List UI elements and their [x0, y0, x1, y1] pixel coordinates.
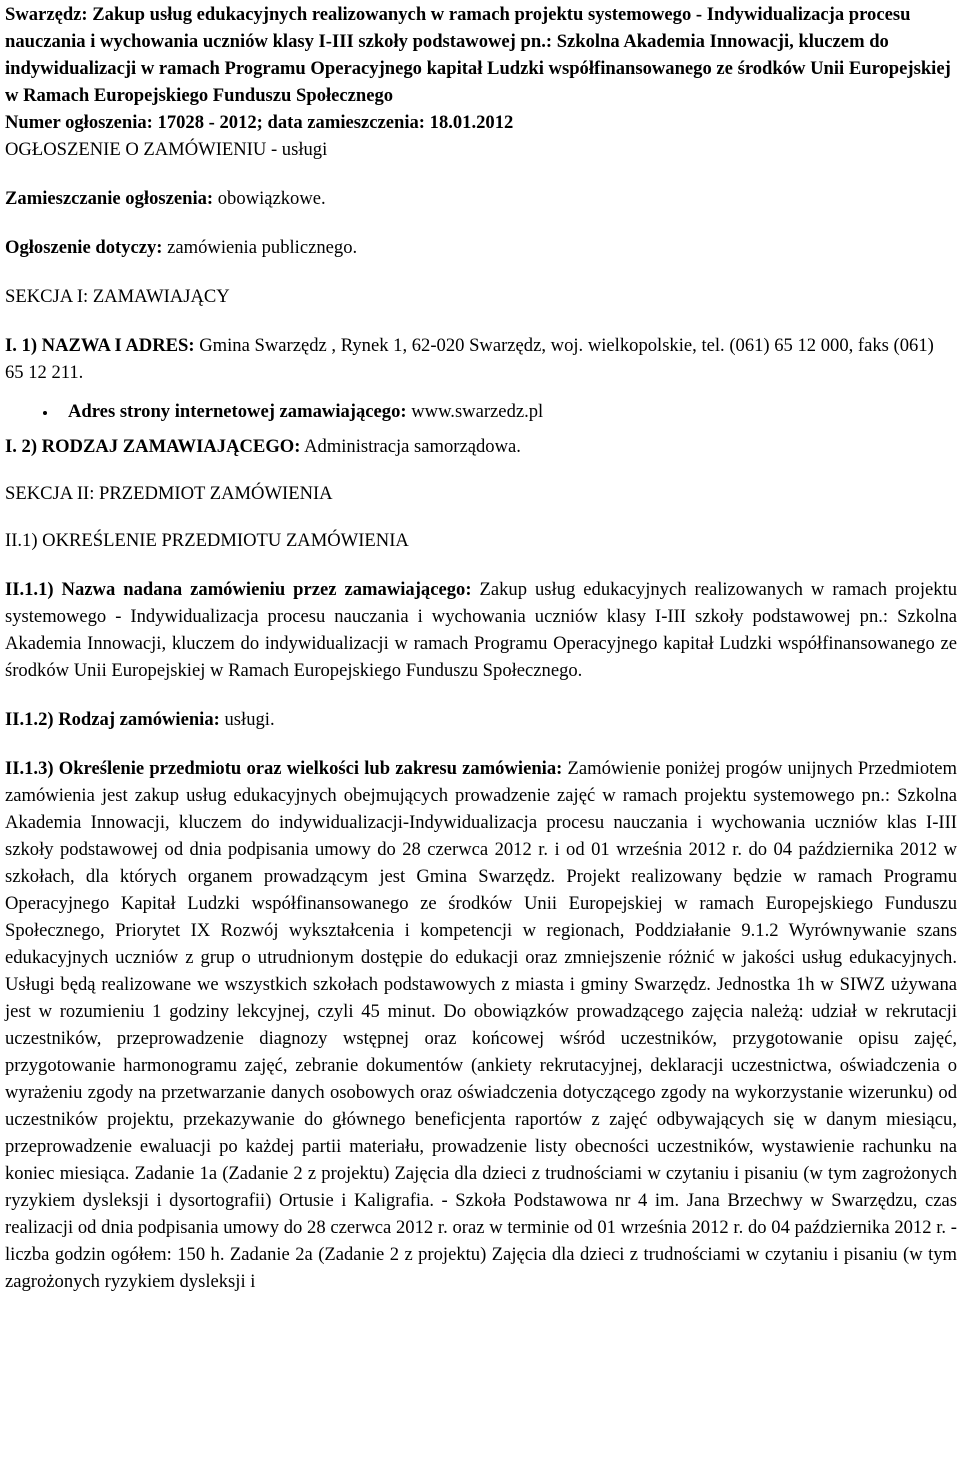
item-type-line — [5, 706, 957, 733]
notice-title: Swarzędz: Zakup usług edukacyjnych realizowanych w ramach projektu systemowego - Indywidualizacja procesu nauczania i wychowania uczniów klasy I-III szkoły podstawowej pn.: Szkolna Akademia Innowacji, kluczem do indywidualizacji w ramach Programu Operacyjnego kapitał Ludzki współfinansowanego ze środków Unii Europejskiej w Ramach Europejskiego Funduszu Społecznego — [5, 4, 951, 106]
website-label: Adres strony internetowej zamawiającego: — [68, 401, 407, 422]
name-address-value: Gmina Swarzędz , Rynek 1, 62-020 Swarzędz, woj. wielkopolskie, tel. (061) 65 12 000, faks (061) 65 12 211. — [5, 335, 934, 383]
section2-heading: SEKCJA II: PRZEDMIOT ZAMÓWIENIA — [5, 483, 333, 504]
item-name-line — [5, 576, 957, 684]
contracting-type-value: Administracja samorządowa. — [300, 436, 521, 457]
item-type-value: usługi. — [219, 709, 275, 730]
website-value[interactable]: www.swarzedz.pl — [406, 401, 544, 422]
item-type-label: II.1.2) Rodzaj zamówienia: — [5, 709, 220, 730]
publication-label: Zamieszczanie ogłoszenia: — [5, 188, 214, 209]
name-address-line — [5, 332, 957, 386]
publication-value: obowiązkowe. — [213, 188, 326, 209]
website-item — [5, 398, 957, 425]
notice-type: OGŁOSZENIE O ZAMÓWIENIU - usługi — [5, 139, 328, 160]
notice-number-line: Numer ogłoszenia: 17028 - 2012; data zamieszczenia: 18.01.2012 — [5, 112, 514, 133]
publication-line — [5, 185, 957, 212]
item-scope-value: Zamówienie poniżej progów unijnych Przedmiotem zamówienia jest zakup usług edukacyjnych obejmujących prowadzenie zajęć w ramach projektu systemowego pn.: Szkolna Akademia Innowacji, kluczem do indywidualizacji-Indywidualizacja procesu nauczania i wychowania uczniów klas I-III szkoły podstawowej od dnia podpisania umowy do 28 czerwca 2012 r. i od 01 września 2012 r. do 04 października 2012 w szkołach, dla których organem prowadzącym jest Gmina Swarzędz. Projekt realizowany będzie w ramach Programu Operacyjnego Kapitał Ludzki współfinansowanego ze środków Unii Europejskiej w ramach Europejskiego Funduszu Społecznego, Priorytet IX Rozwój wykształcenia i kompetencji w regionach, Poddziałanie 9.1.2 Wyrównywanie szans edukacyjnych uczniów z grup o utrudnionym dostępie do edukacji oraz zmniejszenie różnić w jakości usług edukacyjnych. Usługi będą realizowane we wszystkich szkołach podstawowych z miasta i gminy Swarzędz. Jednostka 1h w SIWZ używana jest w rozumieniu 1 godziny lekcyjnej, czyli 45 minut. Do obowiązków prowadzącego zajęcia należą: udział w rekrutacji uczestników, przeprowadzenie diagnozy wstępnej oraz końcowej wśród uczestników, przygotowanie opisu zajęć, przygotowanie harmonogramu zajęć, zebranie dokumentów (ankiety rekrutacyjnej, deklaracji uczestnictwa, oświadczenia o wyrażeniu zgody na przetwarzanie danych osobowych oraz oświadczenia dotyczącego zgody na wykorzystanie wizerunku) od uczestników projektu, przekazywanie do głównego beneficjenta raportów z zajęć odbywających się w danym miesiącu, przeprowadzenie ewaluacji po każdej partii materiału, prowadzenie listy obecności uczestników, wystawienie rachunku na koniec miesiąca. Zadanie 1a (Zadanie 2 z projektu) Zajęcia dla dzieci z trudnościami w czytaniu i pisaniu (w tym zagrożonych ryzykiem dysleksji i dysortografii) Ortusie i Kaligrafia. - Szkoła Podstawowa nr 4 im. Jana Brzechwy w Swarzędzu, czas realizacji od dnia podpisania umowy do 28 czerwca 2012 r. oraz w terminie od 01 września 2012 r. do 04 października 2012 r. - liczba godzin ogółem: 150 h. Zadanie 2a (Zadanie 2 z projektu) Zajęcia dla dzieci z trudnościami w czytaniu i pisaniu (w tym zagrożonych ryzykiem dysleksji i — [5, 758, 957, 1292]
contracting-type-label: I. 2) RODZAJ ZAMAWIAJĄCEGO: — [5, 436, 301, 457]
contracting-type-line — [5, 433, 957, 460]
concerns-value: zamówienia publicznego. — [162, 237, 358, 258]
notice-document — [5, 1, 957, 1295]
item-name-value: Zakup usług edukacyjnych realizowanych w ramach projektu systemowego - Indywidualizacja procesu nauczania i wychowania uczniów klasy I-III szkoły podstawowej pn.: Szkolna Akademia Innowacji, kluczem do indywidualizacji w ramach Programu Operacyjnego kapitał Ludzki współfinansowanego ze środków Unii Europejskiej w Ramach Europejskiego Funduszu Społecznego. — [5, 579, 957, 681]
item-scope-label: II.1.3) Określenie przedmiotu oraz wielkości lub zakresu zamówienia: — [5, 758, 563, 779]
bullet-icon — [43, 411, 47, 415]
name-address-label: I. 1) NAZWA I ADRES: — [5, 335, 195, 356]
section1-heading: SEKCJA I: ZAMAWIAJĄCY — [5, 286, 230, 307]
concerns-label: Ogłoszenie dotyczy: — [5, 237, 163, 258]
item-name-label: II.1.1) Nazwa nadana zamówieniu przez zamawiającego: — [5, 579, 472, 600]
concerns-line — [5, 234, 957, 261]
section2-subheading: II.1) OKREŚLENIE PRZEDMIOTU ZAMÓWIENIA — [5, 530, 409, 551]
item-scope-line — [5, 755, 957, 1295]
